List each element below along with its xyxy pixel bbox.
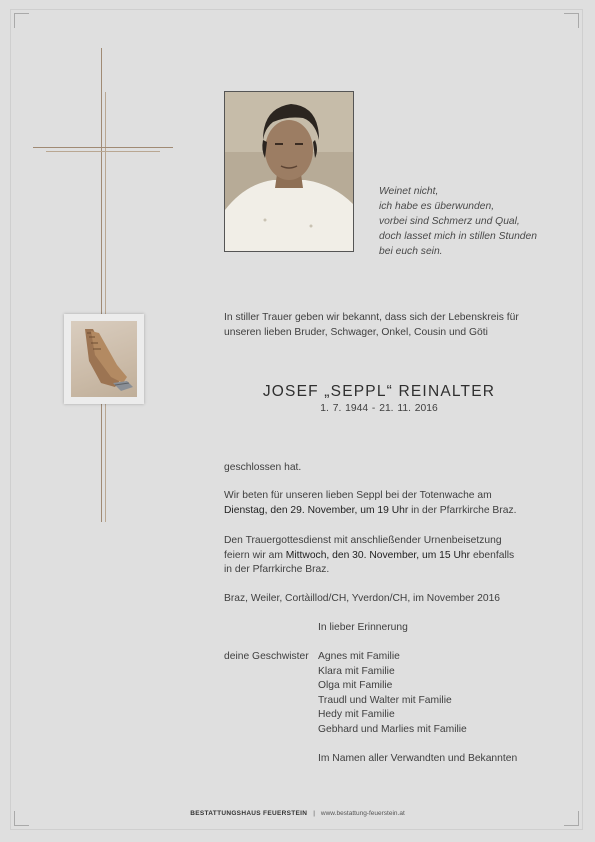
- footer: [0, 810, 595, 817]
- wake-line-1: Wir beten für unseren lieben Seppl bei der Totenwache am: [224, 490, 492, 501]
- siblings-list: [318, 650, 467, 737]
- closing-phrase: geschlossen hat.: [224, 462, 302, 473]
- list-item: Traudl und Walter mit Familie: [318, 694, 452, 706]
- corner-ornament: [564, 13, 579, 28]
- cross-horizontal-line: [33, 147, 173, 148]
- wake-date: Dienstag, den 29. November, um 19 Uhr: [224, 504, 409, 516]
- cross-vertical-line: [101, 48, 102, 522]
- deceased-dates: 1. 7. 1944 - 21. 11. 2016: [320, 403, 438, 414]
- list-item: Olga mit Familie: [318, 680, 393, 691]
- portrait-photo: [224, 91, 354, 252]
- memory-phrase: In lieber Erinnerung: [318, 622, 408, 633]
- list-item: Agnes mit Familie: [318, 651, 400, 662]
- intro-line-1: In stiller Trauer geben wir bekannt, dass sich der Lebenskreis für: [224, 312, 519, 323]
- list-item: Hedy mit Familie: [318, 709, 395, 720]
- service-paragraph: [224, 534, 514, 578]
- place-date: Braz, Weiler, Cortàillod/CH, Yverdon/CH, im November 2016: [224, 593, 501, 604]
- deceased-name: JOSEF „SEPPL“ REINALTER: [262, 383, 496, 400]
- service-line-3: in der Pfarrkirche Braz.: [224, 564, 330, 575]
- funeral-home-name: BESTATTUNGSHAUS FEUERSTEIN: [190, 810, 308, 817]
- praying-hands-tile: [64, 314, 144, 404]
- all-relatives-phrase: Im Namen aller Verwandten und Bekannten: [318, 753, 518, 764]
- poem-line: ich habe es überwunden,: [379, 201, 495, 212]
- cross-horizontal-line-2: [46, 151, 160, 152]
- service-line-1: Den Trauergottesdienst mit anschließender Urnenbeisetzung: [224, 535, 502, 546]
- service-line-2-post: ebenfalls: [470, 549, 515, 561]
- list-item: Klara mit Familie: [318, 665, 395, 677]
- poem-line: Weinet nicht,: [379, 186, 439, 197]
- intro-line-2: unseren lieben Bruder, Schwager, Onkel, Cousin und Göti: [224, 326, 488, 338]
- poem-line: bei euch sein.: [379, 246, 443, 257]
- service-line-2: [224, 549, 514, 564]
- announcement-intro: [224, 311, 519, 340]
- service-date: Mittwoch, den 30. November, um 15 Uhr: [285, 549, 471, 561]
- cross-vertical-line-2: [105, 92, 106, 522]
- list-item: Gebhard und Marlies mit Familie: [318, 723, 467, 735]
- funeral-home-website[interactable]: www.bestattung-feuerstein.at: [320, 810, 405, 817]
- wake-paragraph: [224, 489, 516, 518]
- siblings-label: deine Geschwister: [224, 651, 309, 662]
- footer-separator: |: [313, 810, 315, 817]
- poem-line: vorbei sind Schmerz und Qual,: [379, 216, 520, 227]
- service-line-2-pre: feiern wir am: [224, 549, 286, 561]
- poem: [379, 184, 579, 259]
- poem-line: doch lasset mich in stillen Stunden: [379, 231, 537, 242]
- praying-hands-icon: [71, 321, 137, 397]
- wake-location: in der Pfarrkirche Braz.: [408, 504, 517, 516]
- wake-line-2: [224, 504, 516, 519]
- corner-ornament: [14, 13, 29, 28]
